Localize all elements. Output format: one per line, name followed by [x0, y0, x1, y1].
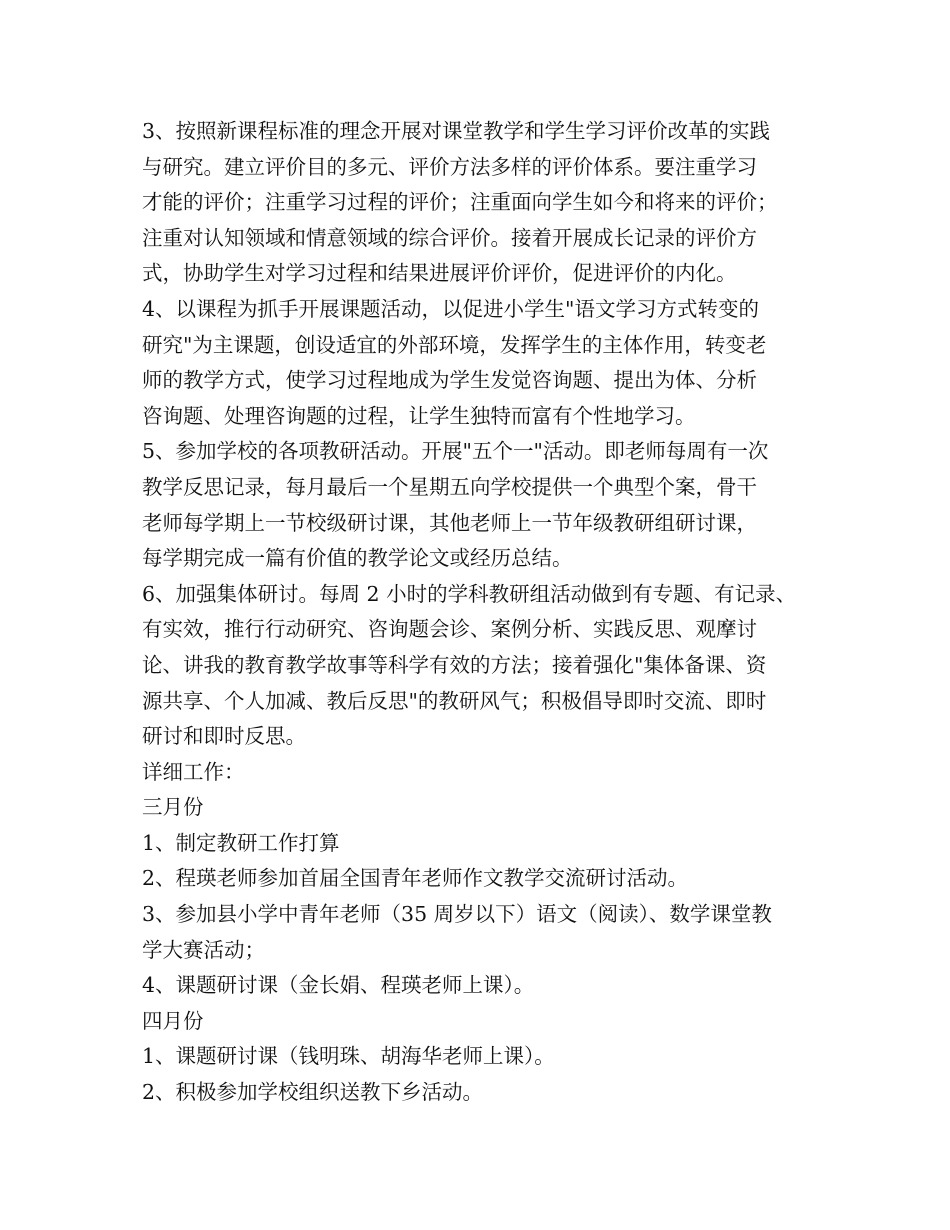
- text-line: 4、课题研讨课（金长娟、程瑛老师上课）。: [142, 973, 535, 998]
- text-line: 1、制定教研工作打算: [142, 830, 340, 855]
- text-line: 源共享、个人加减、教后反思"的教研风气；积极倡导即时交流、即时: [142, 688, 767, 713]
- paragraph: [142, 434, 822, 576]
- text-line: 教学反思记录，每月最后一个星期五向学校提供一个典型个案，骨干: [142, 474, 757, 499]
- text-line: 研究"为主课题，创设适宜的外部环境，发挥学生的主体作用，转变老: [142, 332, 767, 357]
- text-line: 5、参加学校的各项教研活动。开展"五个一"活动。即老师每周有一次: [142, 439, 769, 464]
- paragraph: [142, 577, 822, 755]
- text-line: 2、积极参加学校组织送教下乡活动。: [142, 1080, 484, 1105]
- text-line: 师的教学方式，使学习过程地成为学生发觉咨询题、提出为体、分析: [142, 368, 757, 393]
- paragraph: [142, 790, 822, 826]
- text-line: 详细工作：: [142, 759, 245, 784]
- text-line: 与研究。建立评价目的多元、评价方法多样的评价体系。要注重学习: [142, 154, 757, 179]
- text-line: 式，协助学生对学习过程和结果进展评价评价，促进评价的内化。: [142, 261, 737, 286]
- text-line: 每学期完成一篇有价值的教学论文或经历总结。: [142, 546, 573, 571]
- text-line: 才能的评价；注重学习过程的评价；注重面向学生如今和将来的评价；: [142, 190, 778, 215]
- paragraph: [142, 826, 822, 862]
- text-line: 注重对认知领域和情意领域的综合评价。接着开展成长记录的评价方: [142, 225, 757, 250]
- paragraph: [142, 861, 822, 897]
- text-line: 老师每学期上一节校级研讨课，其他老师上一节年级教研组研讨课，: [142, 510, 757, 535]
- paragraph: [142, 292, 822, 434]
- text-line: 3、参加县小学中青年老师（35 周岁以下）语文（阅读）、数学课堂教: [142, 902, 772, 927]
- paragraph: [142, 1004, 822, 1040]
- text-line: 1、课题研讨课（钱明珠、胡海华老师上课）。: [142, 1044, 555, 1069]
- text-line: 6、加强集体研讨。每周 2 小时的学科教研组活动做到有专题、有记录、: [142, 581, 797, 606]
- text-line: 四月份: [142, 1008, 204, 1033]
- text-line: 三月份: [142, 795, 204, 820]
- text-line: 3、按照新课程标准的理念开展对课堂教学和学生学习评价改革的实践: [142, 119, 771, 143]
- paragraph: [142, 1039, 822, 1075]
- text-line: 论、讲我的教育教学故事等科学有效的方法；接着强化"集体备课、资: [142, 652, 767, 677]
- text-line: 学大赛活动；: [142, 937, 265, 962]
- text-line: 4、以课程为抓手开展课题活动，以促进小学生"语文学习方式转变的: [142, 296, 759, 321]
- paragraph: [142, 755, 822, 791]
- paragraph: [142, 968, 822, 1004]
- text-line: 咨询题、处理咨询题的过程，让学生独特而富有个性地学习。: [142, 403, 696, 428]
- document-body: [142, 114, 822, 1111]
- text-line: 有实效，推行行动研究、咨询题会诊、案例分析、实践反思、观摩讨: [142, 617, 757, 642]
- text-line: 2、程瑛老师参加首届全国青年老师作文教学交流研讨活动。: [142, 866, 689, 891]
- paragraph: [142, 114, 822, 292]
- paragraph: [142, 897, 822, 968]
- text-line: 研讨和即时反思。: [142, 724, 306, 749]
- paragraph: [142, 1075, 822, 1111]
